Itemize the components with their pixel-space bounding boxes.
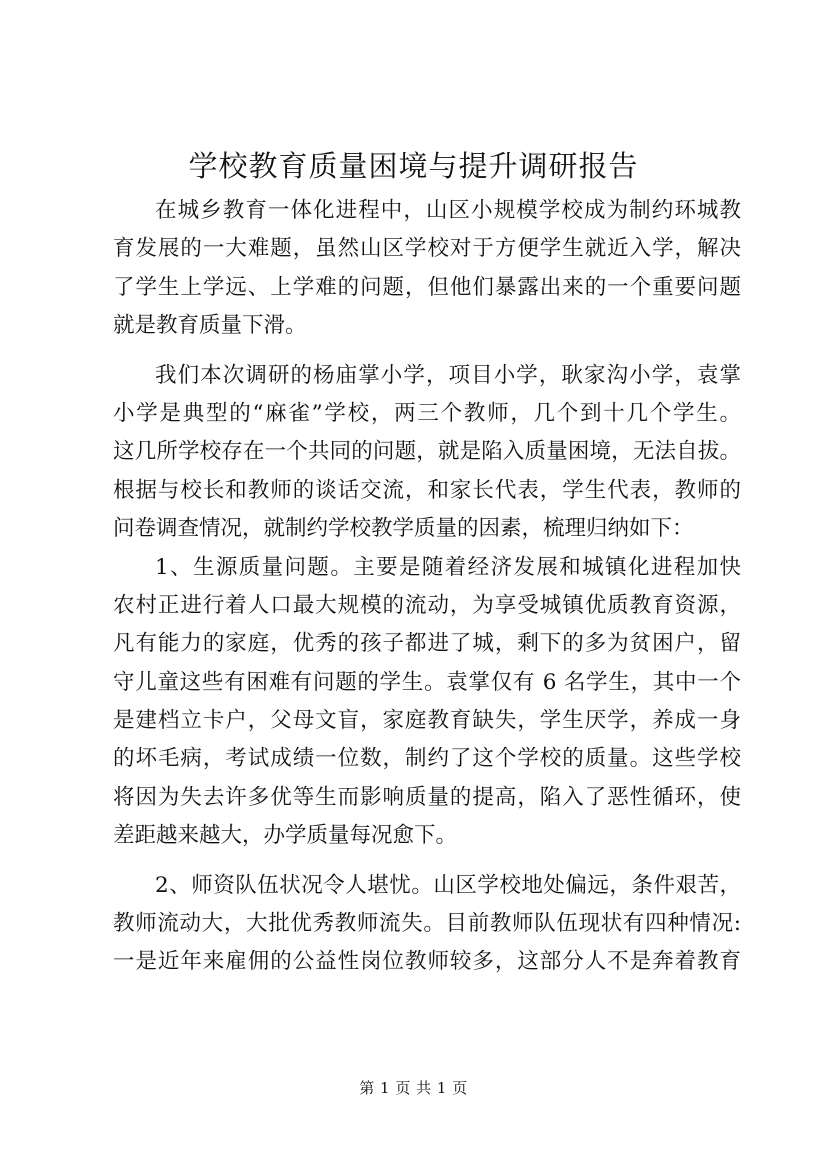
text-line: 农村正进行着人口最大规模的流动，为享受城镇优质教育资源， <box>113 592 741 618</box>
document-body <box>113 192 741 982</box>
text-line: 将因为失去许多优等生而影响质量的提高，陷入了恶性循环，使 <box>113 784 741 810</box>
text-line: 守儿童这些有困难有问题的学生。袁掌仅有 6 名学生，其中一个 <box>113 669 741 695</box>
text-line: 2、师资队伍状况令人堪忧。山区学校地处偏远，条件艰苦， <box>155 872 741 898</box>
text-line: 我们本次调研的杨庙掌小学，项目小学，耿家沟小学，袁掌 <box>155 362 741 388</box>
text-line: 问卷调查情况，就制约学校教学质量的因素，梳理归纳如下： <box>113 516 694 542</box>
text-line: 根据与校长和教师的谈话交流，和家长代表，学生代表，教师的 <box>113 477 741 503</box>
paragraph-3 <box>113 549 741 856</box>
text-line: 在城乡教育一体化进程中，山区小规模学校成为制约环城教 <box>155 198 741 223</box>
text-line: 就是教育质量下滑。 <box>113 313 307 339</box>
paragraph-1 <box>113 192 741 346</box>
page-footer: 第 1 页 共 1 页 <box>359 1079 468 1097</box>
document-title: 学校教育质量困境与提升调研报告 <box>188 149 639 183</box>
text-line: 是建档立卡户，父母文盲，家庭教育缺失，学生厌学，养成一身 <box>113 708 741 734</box>
text-line: 的坏毛病，考试成绩一位数，制约了这个学校的质量。这些学校 <box>113 746 741 772</box>
paragraph-4 <box>113 867 741 982</box>
text-line: 凡有能力的家庭，优秀的孩子都进了城，剩下的多为贫困户，留 <box>113 631 741 657</box>
text-line: 育发展的一大难题，虽然山区学校对于方便学生就近入学，解决 <box>113 236 741 262</box>
text-line: 差距越来越大，办学质量每况愈下。 <box>113 823 458 849</box>
paragraph-2 <box>113 357 741 549</box>
text-line: 这几所学校存在一个共同的问题，就是陷入质量困境，无法自拔。 <box>113 439 741 465</box>
text-line: 一是近年来雇佣的公益性岗位教师较多，这部分人不是奔着教育 <box>113 949 741 975</box>
text-line: 1、生源质量问题。主要是随着经济发展和城镇化进程加快 <box>155 554 741 580</box>
text-line: 小学是典型的“麻雀”学校，两三个教师，几个到十几个学生。 <box>113 400 741 426</box>
text-line: 教师流动大，大批优秀教师流失。目前教师队伍现状有四种情况: <box>113 911 741 937</box>
text-line: 了学生上学远、上学难的问题，但他们暴露出来的一个重要问题 <box>113 274 741 300</box>
